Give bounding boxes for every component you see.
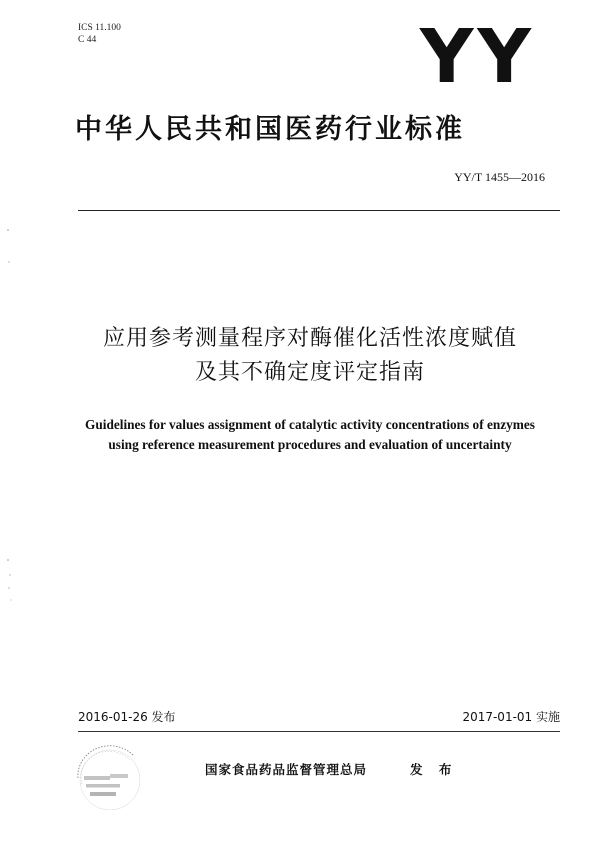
classification-codes [78, 22, 121, 46]
ics-code: ICS 11.100 [78, 23, 121, 33]
english-title-line-1: Guidelines for values assignment of catalytic activity concentrations of enzymes [85, 417, 535, 432]
chinese-title-line-1: 应用参考测量程序对酶催化活性浓度赋值 [102, 326, 517, 351]
chinese-title-line-2: 及其不确定度评定指南 [194, 360, 425, 385]
header-divider [78, 210, 560, 211]
standard-mark: YY [419, 14, 535, 100]
chinese-title [40, 322, 580, 390]
standard-number: YY/T 1455—2016 [454, 170, 545, 184]
publisher-name: 国家食品药品监督管理总局 [205, 762, 368, 777]
english-title-line-2: using reference measurement procedures and evaluation of uncertainty [108, 437, 512, 452]
english-title [40, 415, 580, 455]
publish-action: 发 布 [410, 762, 458, 777]
issue-date: 2016-01-26 发布 [78, 710, 176, 724]
implementation-date: 2017-01-01 实施 [462, 710, 560, 724]
standard-category-title: 中华人民共和国医药行业标准 [75, 114, 465, 145]
ccs-code: C 44 [78, 35, 97, 45]
watermark-stamp [70, 740, 150, 810]
footer-divider [78, 731, 560, 732]
scan-margin-marks [0, 0, 20, 849]
